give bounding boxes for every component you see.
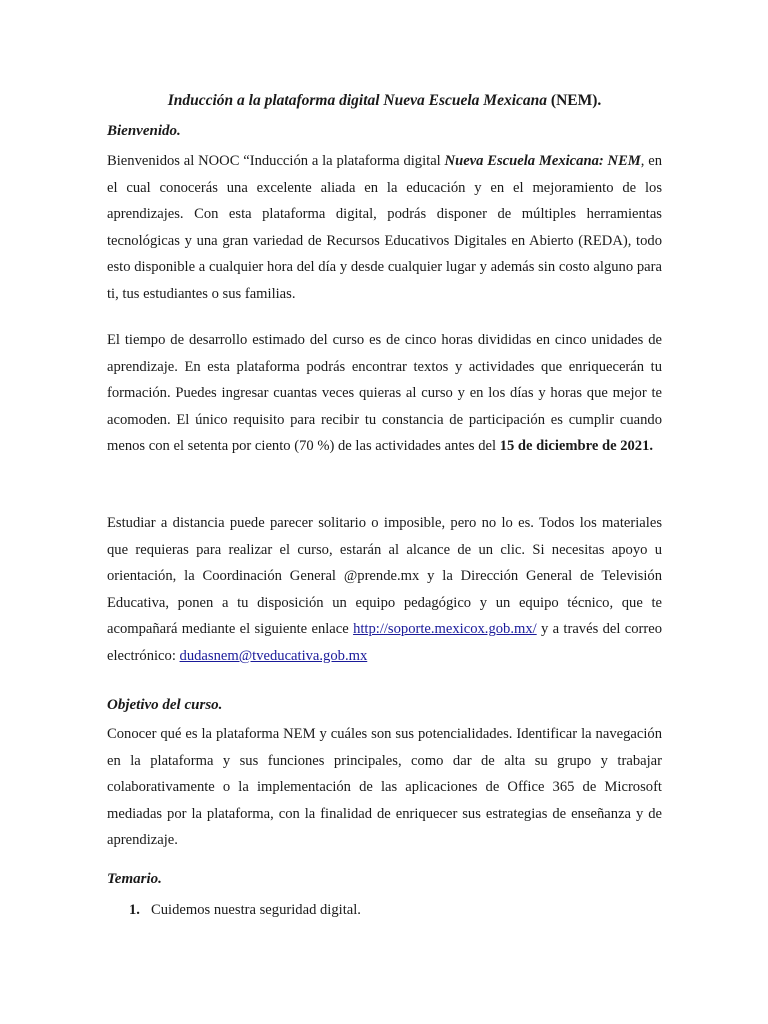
welcome-heading: Bienvenido. (107, 123, 181, 139)
objective-paragraph: Conocer qué es la plataforma NEM y cuáles son sus potencialidades. Identificar la navegación en la plataforma y sus funciones principales, como dar de alta su grupo y trabajar colaborativamente o la implementación de las aplicaciones de Office 365 de Microsoft mediadas por la plataforma, con la finalidad de enriquecer sus estrategias de enseñanza y de aprendizaje. (107, 726, 662, 849)
deadline-date: 15 de diciembre de 2021. (499, 438, 654, 455)
welcome-p1-end: , en el cual conocerás una excelente aliada en la educación y en el mejoramiento de los aprendizajes. Con esta plataforma digital, podrás disponer de múltiples herramientas tecnológicas y una gran variedad de Recursos Educativos Digitales en Abierto (REDA), todo esto disponible a cualquier hora del día y desde cualquier lugar y además sin costo alguno para ti, tus estudiantes o sus familias. (107, 153, 662, 302)
support-link[interactable]: http://soporte.mexicox.gob.mx/ (353, 621, 537, 638)
list-item-number: 1. (129, 902, 140, 918)
welcome-p3-mid: y a través del correo electrónico: (107, 621, 662, 664)
nem-emphasis: Nueva Escuela Mexicana: NEM (444, 153, 641, 169)
welcome-p1-start: Bienvenidos al NOOC “Inducción a la plataforma digital (107, 153, 445, 169)
document-title (107, 92, 662, 110)
welcome-p3-start: Estudiar a distancia puede parecer solitario o imposible, pero no lo es. Todos los materiales que requieras para realizar el curso, estarán al alcance de un clic. Si necesitas apoyo u orientación, la Coordinación General @prende.mx y la Dirección General de Televisión Educativa, ponen a tu disposición un equipo pedagógico y un equipo técnico, que te acompañará mediante el siguiente enlace (107, 515, 662, 638)
objective-heading: Objetivo del curso. (107, 697, 223, 713)
welcome-paragraph-1 (107, 148, 662, 308)
welcome-paragraph-3 (107, 510, 662, 670)
welcome-p2-start: El tiempo de desarrollo estimado del curso es de cinco horas divididas en cinco unidades de aprendizaje. En esta plataforma podrás encontrar textos y actividades que enriquecerán tu formación. Puedes ingresar cuantas veces quieras al curso y en los días y horas que mejor te acomoden. El único requisito para recibir tu constancia de participación es cumplir cuando menos con el setenta por ciento (70 %) de las actividades antes del (107, 332, 662, 455)
syllabus-list-item (129, 900, 361, 920)
title-suffix: (NEM). (547, 92, 602, 109)
syllabus-heading: Temario. (107, 871, 162, 887)
title-italic: Inducción a la plataforma digital Nueva Escuela Mexicana (167, 92, 548, 109)
welcome-paragraph-2 (107, 327, 662, 460)
support-email-link[interactable]: dudasnem@tveducativa.gob.mx (179, 647, 368, 664)
list-item-text: Cuidemos nuestra seguridad digital. (151, 902, 361, 918)
